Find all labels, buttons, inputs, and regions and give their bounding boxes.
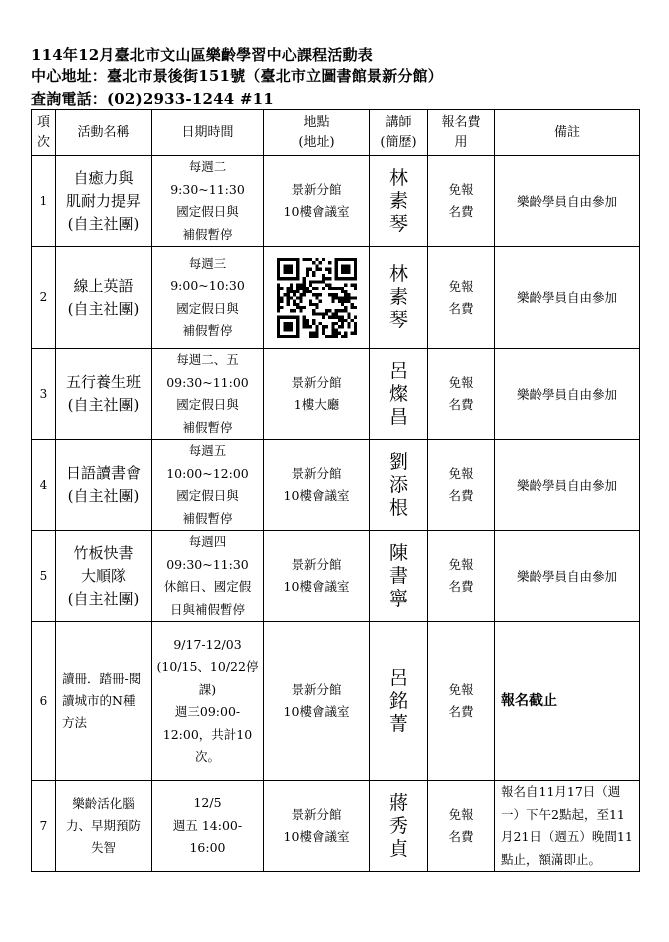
course-datetime: 每週五 10:00~12:00 國定假日與 補假暫停: [152, 440, 264, 531]
course-remark: 報名截止: [495, 622, 640, 781]
course-fee: 免報 名費: [428, 440, 495, 531]
col-header-remark: 備註: [495, 110, 640, 156]
center-address: 中心地址：臺北市景後街151號（臺北市立圖書館景新分館）: [31, 67, 443, 85]
course-location: 景新分館 10樓會議室: [264, 440, 370, 531]
col-header-no: 項 次: [32, 110, 56, 156]
course-remark: 樂齡學員自由參加: [495, 247, 640, 349]
table-row: [32, 622, 640, 781]
course-teacher: 呂 銘 菁: [370, 622, 428, 781]
course-fee: 免報 名費: [428, 156, 495, 247]
course-fee: 免報 名費: [428, 531, 495, 622]
table-row: [32, 781, 640, 872]
course-location: 景新分館 10樓會議室: [264, 622, 370, 781]
course-remark: 樂齡學員自由參加: [495, 531, 640, 622]
table-row: [32, 247, 640, 349]
row-number: 2: [32, 247, 56, 349]
course-teacher: 呂 燦 昌: [370, 349, 428, 440]
course-datetime: 9/17-12/03 (10/15、10/22停 課) 週三09:00- 12:00，共計10 次。: [152, 622, 264, 781]
col-header-fee: 報名費 用: [428, 110, 495, 156]
course-fee: 免報 名費: [428, 349, 495, 440]
course-name: 讀冊．踏冊-閱 讀城市的N種 方法: [56, 622, 152, 781]
course-location: [264, 247, 370, 349]
row-number: 7: [32, 781, 56, 872]
col-header-date: 日期時間: [152, 110, 264, 156]
row-number: 5: [32, 531, 56, 622]
course-datetime: 每週二、五 09:30~11:00 國定假日與 補假暫停: [152, 349, 264, 440]
course-remark: 樂齡學員自由參加: [495, 440, 640, 531]
course-name: 線上英語 (自主社團): [56, 247, 152, 349]
course-name: 日語讀書會 (自主社團): [56, 440, 152, 531]
course-location: 景新分館 10樓會議室: [264, 781, 370, 872]
qr-code-icon[interactable]: [277, 258, 357, 338]
table-row: [32, 531, 640, 622]
course-datetime: 每週三 9:00~10:30 國定假日與 補假暫停: [152, 247, 264, 349]
col-header-teacher: 講師 (簡歷): [370, 110, 428, 156]
course-remark: 樂齡學員自由參加: [495, 156, 640, 247]
course-remark: 樂齡學員自由參加: [495, 349, 640, 440]
course-datetime: 每週二 9:30~11:30 國定假日與 補假暫停: [152, 156, 264, 247]
col-header-name: 活動名稱: [56, 110, 152, 156]
course-datetime: 每週四 09:30~11:30 休館日、國定假 日與補假暫停: [152, 531, 264, 622]
course-location: 景新分館 1樓大廳: [264, 349, 370, 440]
table-row: [32, 349, 640, 440]
course-teacher: 林 素 琴: [370, 156, 428, 247]
course-datetime: 12/5 週五 14:00-16:00: [152, 781, 264, 872]
col-header-location: 地點 (地址): [264, 110, 370, 156]
course-fee: 免報 名費: [428, 622, 495, 781]
row-number: 3: [32, 349, 56, 440]
course-location: 景新分館 10樓會議室: [264, 156, 370, 247]
header-row: [32, 110, 640, 156]
course-teacher: 林 素 琴: [370, 247, 428, 349]
course-teacher: 劉 添 根: [370, 440, 428, 531]
course-name: 自癒力與 肌耐力提昇 (自主社團): [56, 156, 152, 247]
row-number: 4: [32, 440, 56, 531]
course-remark: 報名自11月17日（週 一）下午2點起，至11 月21日（週五）晚間11 點止，額滿即止。: [495, 781, 640, 872]
course-teacher: 蔣 秀 貞: [370, 781, 428, 872]
table-row: [32, 156, 640, 247]
course-fee: 免報 名費: [428, 781, 495, 872]
page-title: 114年12月臺北市文山區樂齡學習中心課程活動表: [31, 46, 373, 64]
course-name: 樂齡活化腦 力、早期預防 失智: [56, 781, 152, 872]
course-name: 竹板快書 大順隊 (自主社團): [56, 531, 152, 622]
course-teacher: 陳 書 寧: [370, 531, 428, 622]
row-number: 1: [32, 156, 56, 247]
row-number: 6: [32, 622, 56, 781]
course-location: 景新分館 10樓會議室: [264, 531, 370, 622]
course-name: 五行養生班 (自主社團): [56, 349, 152, 440]
course-schedule-table: [31, 109, 640, 872]
contact-phone: 查詢電話：(02)2933-1244 #11: [31, 90, 274, 108]
course-fee: 免報 名費: [428, 247, 495, 349]
table-row: [32, 440, 640, 531]
